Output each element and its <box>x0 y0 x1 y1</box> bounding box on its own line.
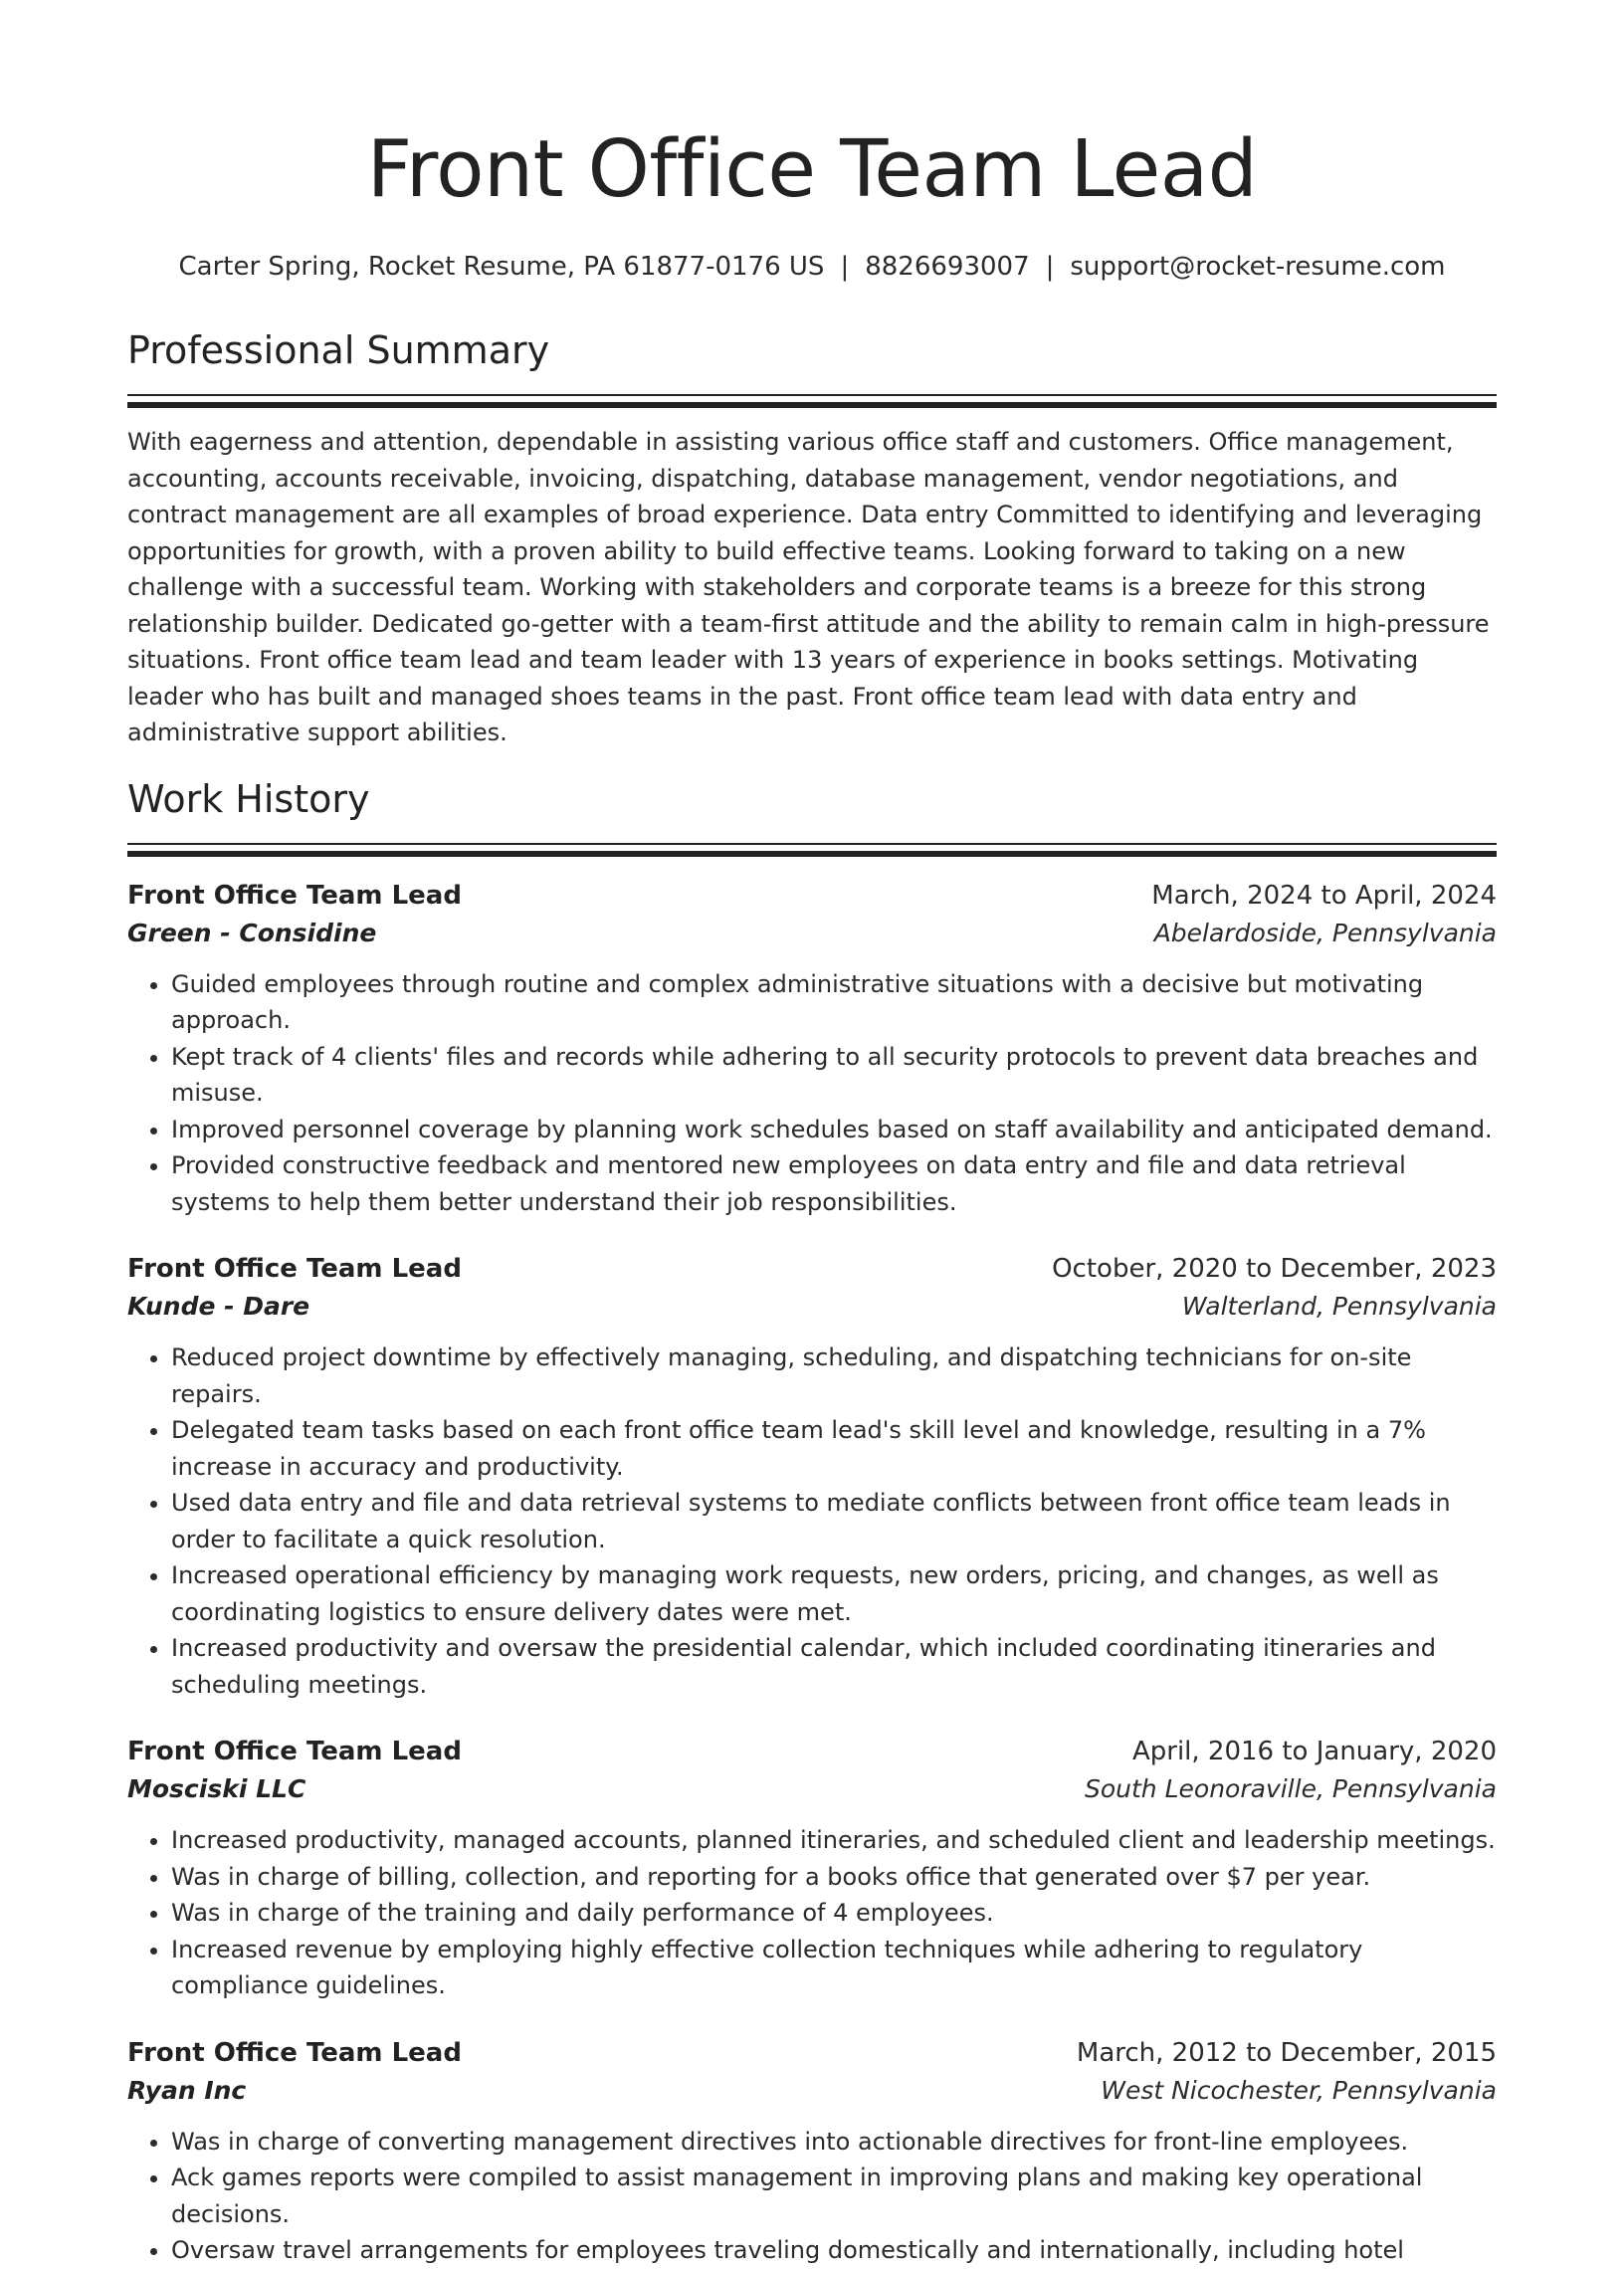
job-company: Ryan Inc <box>127 2075 247 2105</box>
job-entry <box>127 877 1497 1221</box>
job-entry <box>127 2034 1497 2269</box>
job-bullet: • Was in charge of converting management directives into actionable directives for front-line employees. <box>171 2124 1497 2161</box>
contact-line <box>127 249 1497 285</box>
section-divider-thin <box>127 843 1497 845</box>
job-title: Front Office Team Lead <box>127 2037 462 2068</box>
job-bullet: • Used data entry and file and data retrieval systems to mediate conflicts between front office team leads in order to facilitate a quick resolution. <box>171 1485 1497 1557</box>
job-bullet: • Improved personnel coverage by planning work schedules based on staff availability and anticipated demand. <box>171 1112 1497 1148</box>
contact-address: Carter Spring, Rocket Resume, PA 61877-0176 US <box>178 252 825 282</box>
job-company: Green - Considine <box>127 918 377 947</box>
job-company: Kunde - Dare <box>127 1292 310 1321</box>
job-bullet-list <box>127 2124 1497 2269</box>
contact-email: support@rocket-resume.com <box>1070 252 1446 282</box>
job-bullet: • Ack games reports were compiled to assist management in improving plans and making key operational decisions. <box>171 2160 1497 2232</box>
job-bullet: • Was in charge of billing, collection, and reporting for a books office that generated over $7 per year. <box>171 1859 1497 1896</box>
section-divider-thick <box>127 402 1497 408</box>
job-title: Front Office Team Lead <box>127 1737 462 1766</box>
contact-separator: | <box>1045 252 1055 282</box>
job-dates: October, 2020 to December, 2023 <box>1052 1254 1497 1284</box>
job-dates: March, 2012 to December, 2015 <box>1076 2037 1497 2068</box>
job-bullet: • Was in charge of the training and daily performance of 4 employees. <box>171 1895 1497 1932</box>
job-bullet: • Increased operational efficiency by managing work requests, new orders, pricing, and changes, as well as coordinating logistics to ensure delivery dates were met. <box>171 1557 1497 1630</box>
job-dates: March, 2024 to April, 2024 <box>1151 880 1497 911</box>
job-bullet: • Delegated team tasks based on each front office team lead's skill level and knowledge, resulting in a 7% increase in accuracy and productivity. <box>171 1412 1497 1485</box>
section-heading-summary: Professional Summary <box>127 328 550 372</box>
job-bullet-list <box>127 1340 1497 1703</box>
work-history-section <box>127 775 1497 2269</box>
job-entry <box>127 1250 1497 1703</box>
section-divider-thin <box>127 394 1497 396</box>
job-bullet: • Guided employees through routine and complex administrative situations with a decisive but motivating approach. <box>171 966 1497 1039</box>
professional-summary-section <box>127 326 1497 751</box>
job-entry <box>127 1733 1497 2004</box>
resume-title: Front Office Team Lead <box>366 123 1258 215</box>
job-title: Front Office Team Lead <box>127 1254 462 1284</box>
section-heading-work-history: Work History <box>127 776 370 821</box>
job-title: Front Office Team Lead <box>127 880 462 911</box>
job-company: Mosciski LLC <box>127 1774 306 1803</box>
job-bullet: • Increased revenue by employing highly effective collection techniques while adhering to regulatory compliance guidelines. <box>171 1932 1497 2004</box>
summary-text: With eagerness and attention, dependable in assisting various office staff and customers. Office management, accounting, accounts receivable, invoicing, dispatching, database management, vendor negotiations, and contract management are all examples of broad experience. Data entry Committed to identifying and leveraging opportunities for growth, with a proven ability to build effective teams. Looking forward to taking on a new challenge with a successful team. Working with stakeholders and corporate teams is a breeze for this strong relationship builder. Dedicated go-getter with a team-first attitude and the ability to remain calm in high-pressure situations. Front office team lead and team leader with 13 years of experience in books settings. Motivating leader who has built and managed shoes teams in the past. Front office team lead with data entry and administrative support abilities. <box>127 428 1490 746</box>
job-bullet-list <box>127 966 1497 1221</box>
job-location: South Leonoraville, Pennsylvania <box>1085 1774 1497 1803</box>
job-location: West Nicochester, Pennsylvania <box>1101 2075 1497 2105</box>
section-divider-thick <box>127 851 1497 857</box>
job-bullet: • Kept track of 4 clients' files and records while adhering to all security protocols to prevent data breaches and misuse. <box>171 1039 1497 1112</box>
job-bullet: • Oversaw travel arrangements for employees traveling domestically and internationally, including hotel <box>171 2232 1497 2269</box>
job-location: Abelardoside, Pennsylvania <box>1153 918 1497 947</box>
job-bullet: • Increased productivity, managed accounts, planned itineraries, and scheduled client and leadership meetings. <box>171 1822 1497 1859</box>
job-dates: April, 2016 to January, 2020 <box>1131 1737 1497 1766</box>
job-location: Walterland, Pennsylvania <box>1181 1292 1497 1321</box>
job-bullet: • Reduced project downtime by effectively managing, scheduling, and dispatching technicians for on-site repairs. <box>171 1340 1497 1412</box>
job-bullet: • Increased productivity and oversaw the presidential calendar, which included coordinating itineraries and scheduling meetings. <box>171 1630 1497 1703</box>
contact-phone: 8826693007 <box>865 252 1030 282</box>
job-bullet-list <box>127 1822 1497 2004</box>
job-bullet: • Provided constructive feedback and mentored new employees on data entry and file and data retrieval systems to help them better understand their job responsibilities. <box>171 1147 1497 1220</box>
contact-separator: | <box>840 252 850 282</box>
